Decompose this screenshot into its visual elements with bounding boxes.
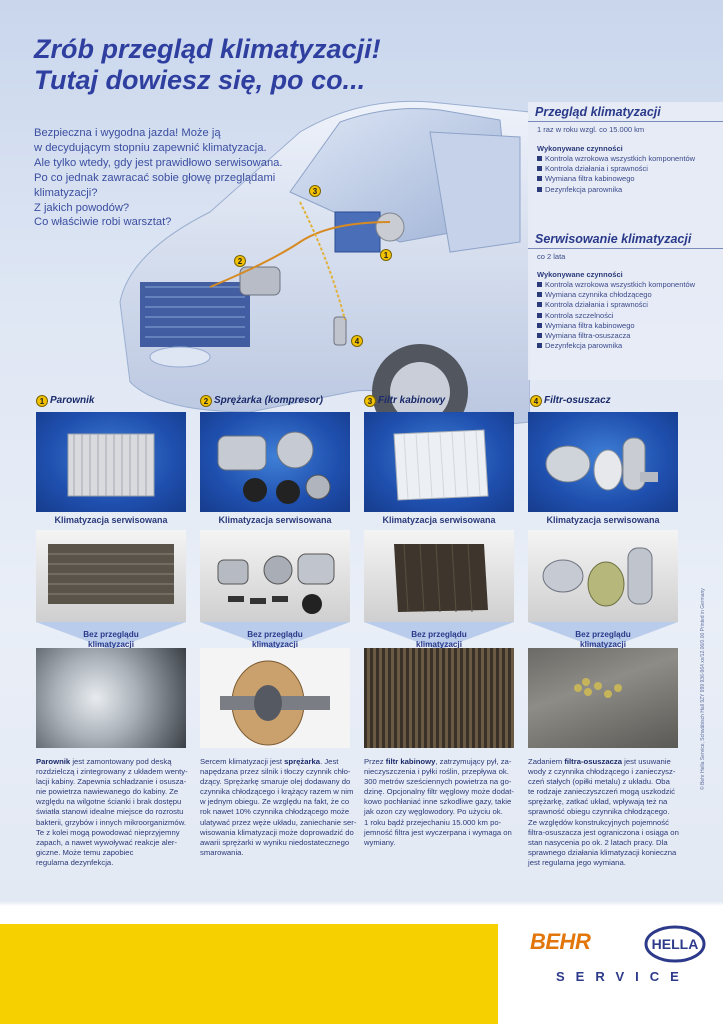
filter-dryer-neglected-photo <box>528 648 678 748</box>
marker-4: 4 <box>351 335 363 347</box>
inspection-tasks-heading: Wykonywane czynności <box>537 144 623 153</box>
filter-dryer-photo <box>528 412 678 512</box>
headline-line-2: Tutaj dowiesz się, po co... <box>34 65 366 95</box>
description-line: . Jest <box>320 757 339 766</box>
description-line: te rodzaje zanieczyszczeń mogą uszkodzić <box>528 787 675 797</box>
compressor-serviced-photo <box>200 530 350 622</box>
evaporator-serviced-photo <box>36 530 186 622</box>
neglected-label <box>200 630 350 649</box>
description-line: wisowania klimatyzacji może doprowadzić do <box>200 827 354 837</box>
side-imprint <box>700 560 710 790</box>
service-wordmark: SERVICE <box>556 969 690 984</box>
behr-logo: BEHR <box>530 929 591 954</box>
inspection-task-list <box>537 154 695 195</box>
description-line: Te z kolei mogą powodować nieprzyjemny <box>36 827 180 837</box>
description-line: jest zamontowany pod deską <box>70 757 172 766</box>
neglected-label-line: klimatyzacji <box>580 639 626 649</box>
component-number: 1 <box>36 395 48 407</box>
neglected-label-line: Bez przeglądu <box>575 630 631 639</box>
description-line: kowo pochłaniać inne szkodliwe gazy, takie <box>364 797 512 807</box>
task-item: Wymiana filtra kabinowego <box>537 174 695 184</box>
cabin-filter-neglected-photo <box>364 648 514 748</box>
description-line: lacji kabiny. Zapewnia schładzanie i osusza- <box>36 777 187 787</box>
description-line: awarii sprężarki w wyniku niedostatecznego <box>200 837 350 847</box>
description-line: czeń stałych (opiłki metalu) z układu. Oba <box>528 777 670 787</box>
description-line: giczne. Może temu zapobiec <box>36 847 134 857</box>
neglected-label-line: Bez przeglądu <box>411 630 467 639</box>
description-line: zapach, a nawet wywoływać reakcje aler- <box>36 837 177 847</box>
task-item: Kontrola działania i sprawności <box>537 164 695 174</box>
compressor-neglected-photo <box>200 648 350 748</box>
task-item: Wymiana filtra kabinowego <box>537 321 695 331</box>
component-name: Parownik <box>50 395 95 406</box>
serviced-label: Klimatyzacja serwisowana <box>546 515 660 525</box>
marker-3: 3 <box>309 185 321 197</box>
intro-line: w decydującym stopniu zapewnić klimatyzacja. <box>34 141 267 154</box>
neglected-label-line: klimatyzacji <box>416 639 462 649</box>
description-bold: filtr kabinowy <box>385 757 436 766</box>
description-line: wody z czynnika chłodzącego i zanieczysz- <box>528 767 676 777</box>
filter-dryer-description <box>528 757 680 868</box>
evaporator-description <box>36 757 188 868</box>
marker-2: 2 <box>234 255 246 267</box>
headline <box>34 34 381 96</box>
description-line: jest regularna jego wymiana. <box>528 857 626 867</box>
description-line: jak ozon czy węglowodory. Po użyciu ok. <box>364 807 503 817</box>
description-line: 1 roku bądź przejechaniu 15.000 km po- <box>364 817 502 827</box>
compressor-description <box>200 757 357 858</box>
intro-line: klimatyzacji? <box>34 186 98 199</box>
description-line: , zatrzymujący pył, za- <box>435 757 512 766</box>
task-item: Dezynfekcja parownika <box>537 341 695 351</box>
description-line: w jednym obiegu. Ze względu na fakt, że co <box>200 797 350 807</box>
service-plan-title: Serwisowanie klimatyzacji <box>535 232 692 246</box>
description-line: Ze względów konstrukcyjnych pojemność <box>528 817 669 827</box>
description-line: Zadaniem <box>528 757 565 766</box>
neglected-label <box>364 630 514 649</box>
description-bold: filtra-osuszacza <box>564 757 623 766</box>
neglected-label-line: Bez przeglądu <box>83 630 139 639</box>
description-line: rozdzielczą i zintegrowany z układem wenty- <box>36 767 188 777</box>
description-bold: sprężarka <box>284 757 321 766</box>
description-line: nie powietrza nawiewanego do kabiny. Ze <box>36 787 179 797</box>
service-plan-interval: co 2 lata <box>537 252 566 261</box>
description-line: wymiany. <box>364 837 396 847</box>
serviced-label: Klimatyzacja serwisowana <box>382 515 496 525</box>
intro-line: Z jakich powodów? <box>34 201 130 214</box>
description-line: rok nawet 10% czynnika chłodzącego może <box>200 807 350 817</box>
component-name: Filtr-osuszacz <box>544 395 611 406</box>
description-line: filtra-osuszacza jest ograniczona i osiąga on <box>528 827 679 837</box>
component-name: Filtr kabinowy <box>378 395 446 406</box>
headline-line-1: Zrób przegląd klimatyzacji! <box>34 34 381 64</box>
task-item: Wymiana filtra-osuszacza <box>537 331 695 341</box>
compressor-photo <box>200 412 350 512</box>
serviced-label: Klimatyzacja serwisowana <box>218 515 332 525</box>
description-line: dzący. Sprężarkę smaruje olej dodawany do <box>200 777 351 787</box>
neglected-label <box>36 630 186 649</box>
divider <box>528 121 723 122</box>
service-plan-tasks-heading: Wykonywane czynności <box>537 270 623 279</box>
neglected-label <box>528 630 678 649</box>
description-line: 300 metrów sześciennych powietrza na go- <box>364 777 512 787</box>
intro-line: Ale tylko wtedy, gdy jest prawidłowo serwisowana. <box>34 156 283 169</box>
description-line: jest usuwanie <box>622 757 671 766</box>
intro-text <box>34 126 289 230</box>
description-bold: Parownik <box>36 757 71 766</box>
task-item: Kontrola szczelności <box>537 311 695 321</box>
task-item: Kontrola wzrokowa wszystkich komponentów <box>537 154 695 164</box>
description-line: ulatywać przez węże układu, zaniechanie ser- <box>200 817 357 827</box>
component-title-compressor <box>200 395 323 407</box>
description-line: światła stanowi idealne miejsce do rozrostu <box>36 807 184 817</box>
service-plan-task-list <box>537 280 695 351</box>
hella-logo-text: HELLA <box>651 936 699 952</box>
cabin-filter-description <box>364 757 516 848</box>
description-line: czynnika chłodzącego i krążący razem w nim <box>200 787 354 797</box>
intro-line: Po co jednak zawracać sobie głowę przeglądami <box>34 171 276 184</box>
evaporator-neglected-photo <box>36 648 186 748</box>
component-title-cabin-filter <box>364 395 445 407</box>
inspection-interval: 1 raz w roku wzgl. co 15.000 km <box>537 125 645 134</box>
filter-dryer-serviced-photo <box>528 530 678 622</box>
neglected-label-line: klimatyzacji <box>252 639 298 649</box>
task-item: Wymiana czynnika chłodzącego <box>537 290 695 300</box>
description-line: bakterii, grzybów i innych mikroorganizmów. <box>36 817 186 827</box>
description-line: nieczyszczenia i pyłki roślin, przepływa ok. <box>364 767 509 777</box>
component-name: Sprężarka (kompresor) <box>214 395 323 406</box>
serviced-label: Klimatyzacja serwisowana <box>54 515 168 525</box>
task-item: Kontrola działania i sprawności <box>537 300 695 310</box>
description-line: sprawność obiegu czynnika chłodzącego. <box>528 807 670 817</box>
divider <box>528 248 723 249</box>
task-item: Dezynfekcja parownika <box>537 185 695 195</box>
neglected-label-line: Bez przeglądu <box>247 630 303 639</box>
cabin-filter-serviced-photo <box>364 530 514 622</box>
component-number: 2 <box>200 395 212 407</box>
marker-1: 1 <box>380 249 392 261</box>
evaporator-photo <box>36 412 186 512</box>
inspection-title: Przegląd klimatyzacji <box>535 105 661 119</box>
description-line: regularna dezynfekcja. <box>36 857 114 867</box>
description-line: dzinę. Opcjonalny filtr węglowy może dodat- <box>364 787 514 797</box>
description-line: napędzana przez silnik i tłoczy czynnik chło- <box>200 767 351 777</box>
component-number: 3 <box>364 395 376 407</box>
description-line: stan nasycenia po ok. 2 latach pracy. Dla <box>528 837 668 847</box>
description-line: Sercem klimatyzacji jest <box>200 757 285 766</box>
description-line: jemność filtra jest wyczerpana i wymaga on <box>364 827 512 837</box>
description-line: sprężarkę, zatkać układ, wpływają też na <box>528 797 668 807</box>
description-line: względu na wilgotne ścianki i brak dostępu <box>36 797 182 807</box>
component-number: 4 <box>530 395 542 407</box>
component-title-evaporator <box>36 395 94 407</box>
neglected-label-line: klimatyzacji <box>88 639 134 649</box>
intro-line: Bezpieczna i wygodna jazda! Może ją <box>34 127 221 139</box>
task-item: Kontrola wzrokowa wszystkich komponentów <box>537 280 695 290</box>
intro-line: Co właściwie robi warsztat? <box>34 216 172 229</box>
component-title-filter-dryer <box>530 395 611 407</box>
description-line: Przez <box>364 757 386 766</box>
description-line: smarowania. <box>200 847 244 857</box>
description-line: sprawnego działania klimatyzacji konieczna <box>528 847 677 857</box>
hella-logo <box>644 925 706 963</box>
imprint-text: © Behr Hella Service, Schwäbisch Hall 9ZY 999 936-964 xx/12.06/0.00 Printed in Germany <box>700 588 706 790</box>
cabin-filter-photo <box>364 412 514 512</box>
